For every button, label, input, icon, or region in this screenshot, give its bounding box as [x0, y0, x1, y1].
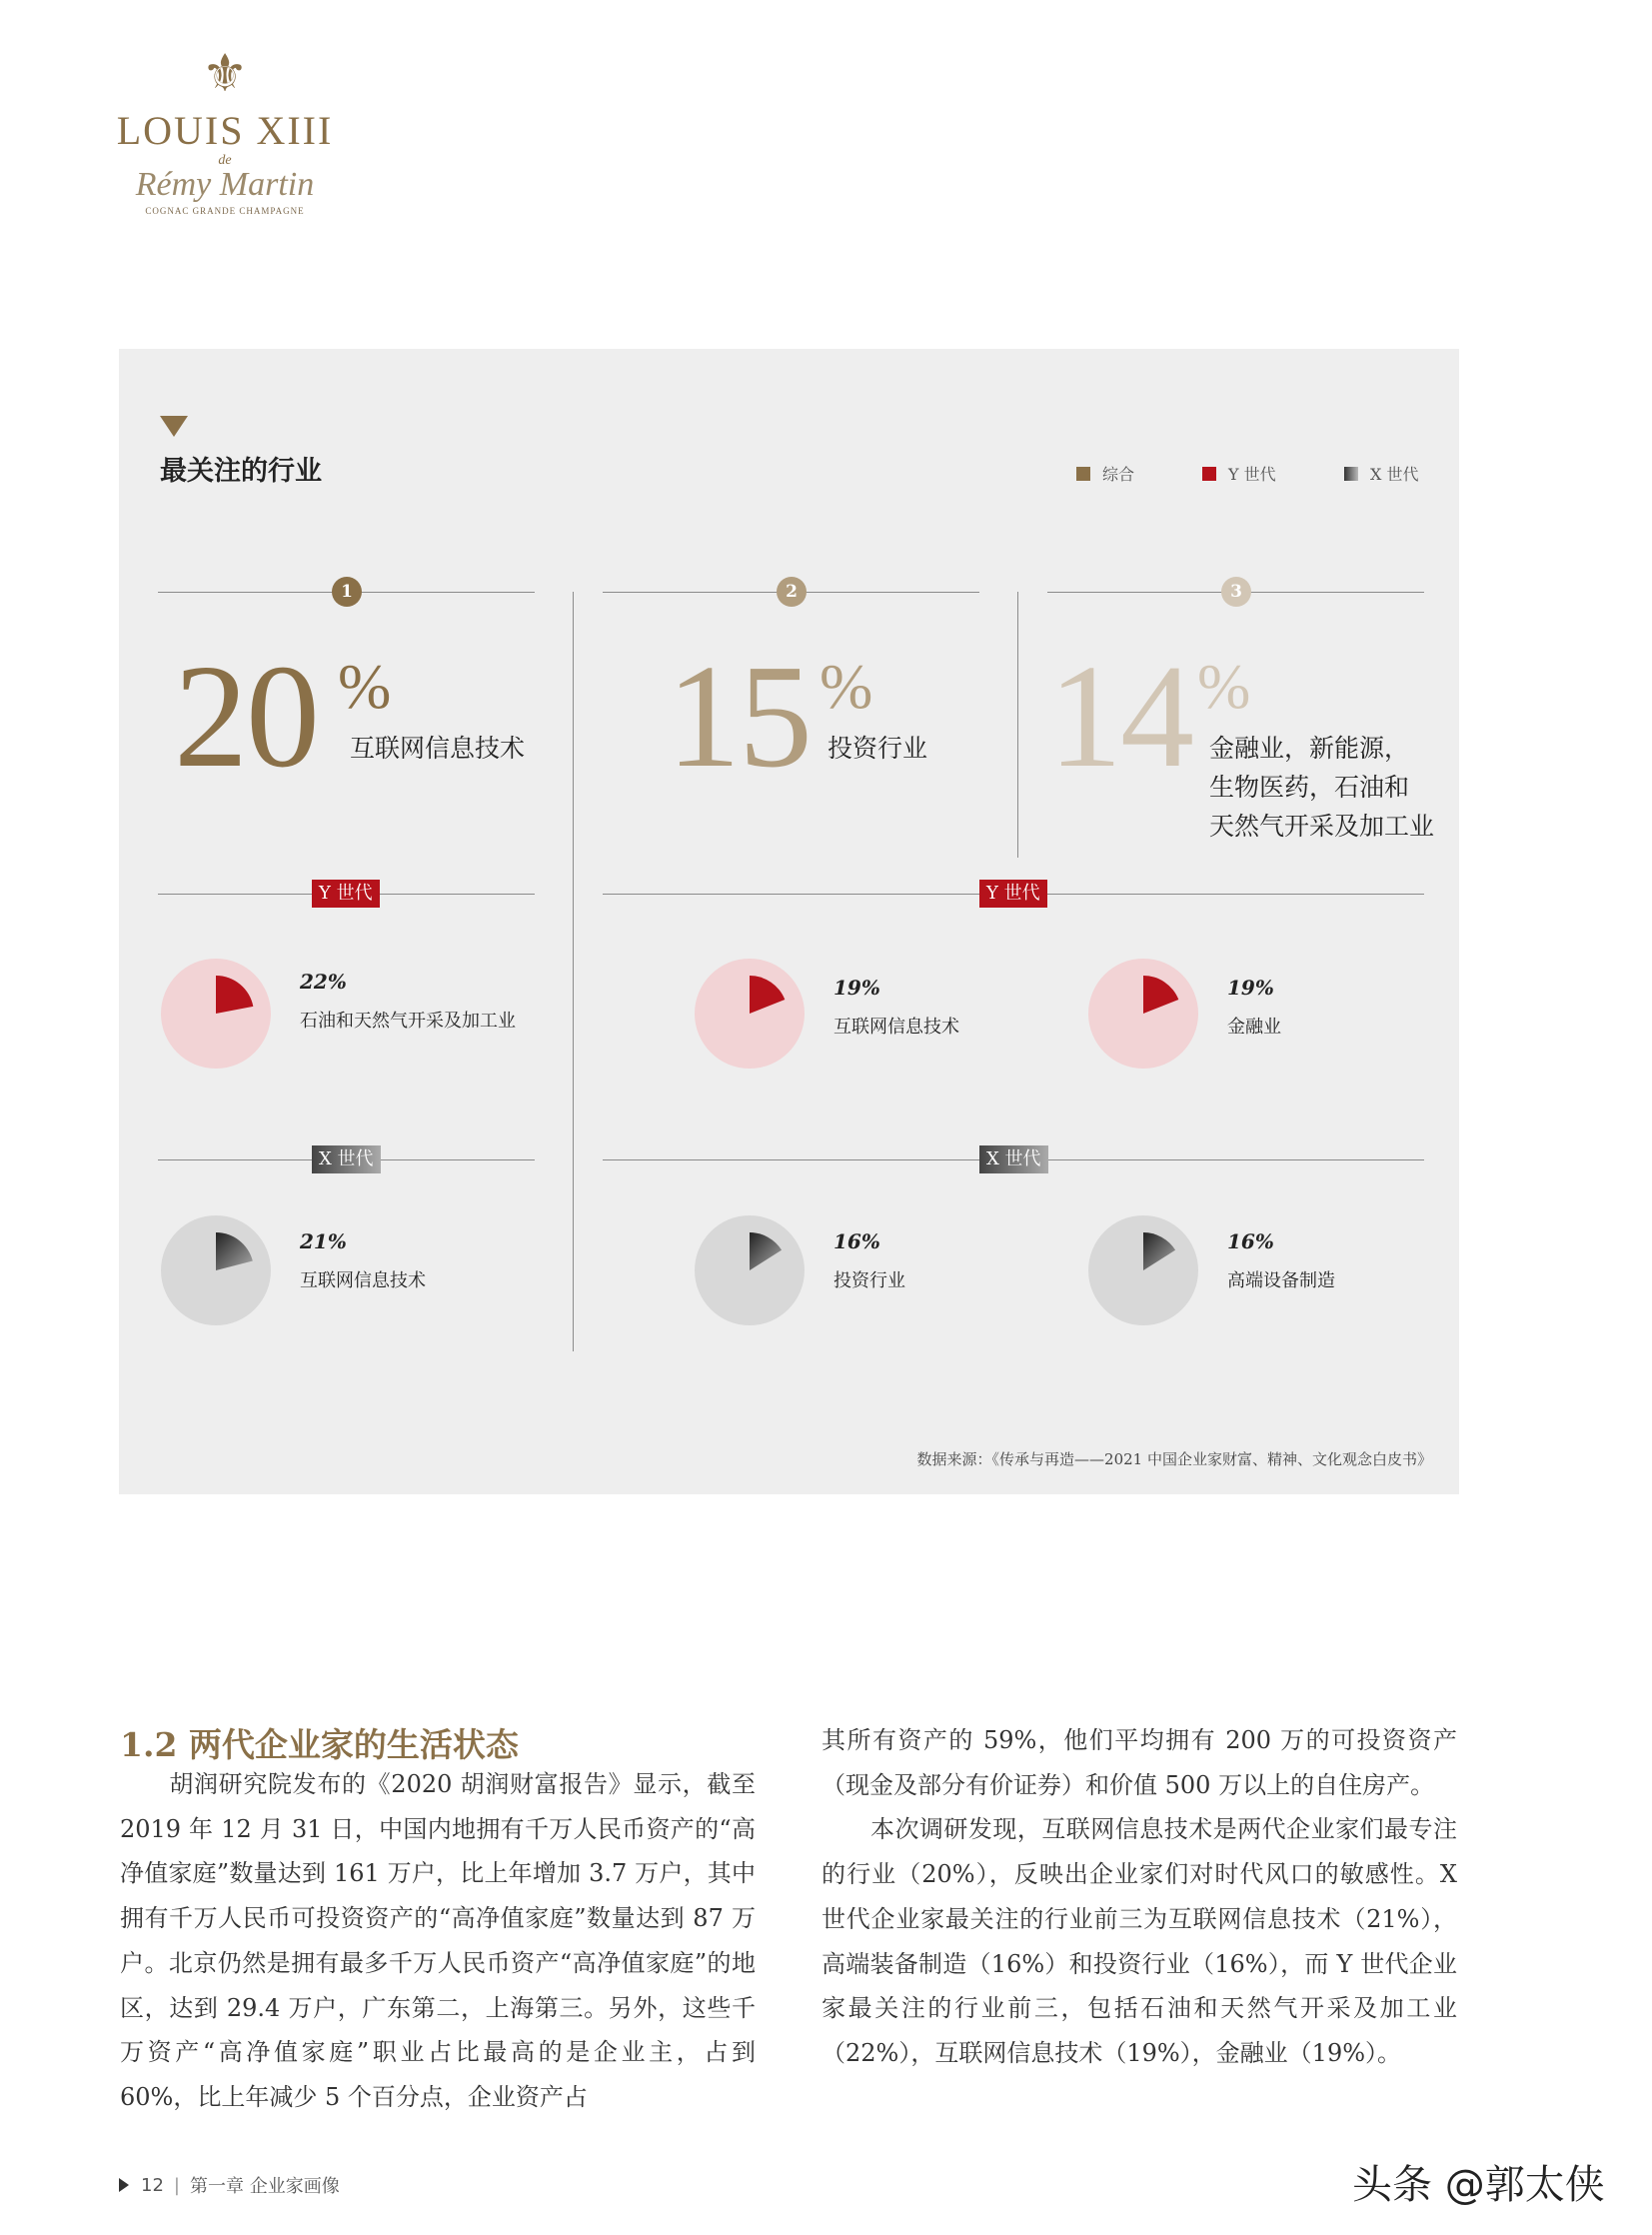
legend-label: Y 世代 — [1228, 465, 1276, 484]
y-gen-value-1: 22% — [300, 970, 347, 994]
top-value-2: 15 — [667, 635, 811, 799]
y-gen-value-2: 19% — [833, 976, 880, 1000]
brand-logo — [110, 44, 340, 216]
legend-item-x-gen — [1344, 462, 1418, 485]
x-gen-tag: X 世代 — [312, 1145, 381, 1173]
rank-badge-3: 3 — [1221, 577, 1251, 607]
fleur-de-lis-icon: ⚜ — [201, 44, 249, 104]
page-number: 12 — [141, 2174, 164, 2196]
chapter-title: 第一章 企业家画像 — [189, 2176, 340, 2197]
legend-swatch-icon — [1202, 467, 1216, 481]
legend-item-overall — [1076, 462, 1134, 485]
column-divider — [1017, 592, 1018, 858]
x-gen-label-2: 投资行业 — [833, 1270, 905, 1291]
legend-swatch-icon — [1076, 467, 1090, 481]
x-gen-label-1: 互联网信息技术 — [300, 1270, 426, 1291]
x-gen-pie-1 — [160, 1214, 272, 1326]
logo-subtitle: COGNAC GRANDE CHAMPAGNE — [145, 206, 305, 216]
percent-sign: % — [820, 651, 873, 722]
y-gen-tag: Y 世代 — [312, 880, 380, 908]
top-label-1: 互联网信息技术 — [350, 734, 526, 763]
paragraph: 其所有资产的 59%，他们平均拥有 200 万的可投资资产（现金及部分有价证券）和价值 500 万以上的自住房产。 — [822, 1726, 1457, 1799]
play-arrow-icon — [119, 2178, 129, 2192]
percent-sign: % — [1197, 651, 1251, 722]
y-gen-pie-3 — [1087, 958, 1199, 1070]
top-label-2: 投资行业 — [827, 734, 928, 763]
y-gen-pie-2 — [694, 958, 806, 1070]
article-left-column — [120, 1762, 756, 2120]
separator: | — [173, 2174, 180, 2196]
logo-de: de — [218, 153, 232, 168]
label-line: 金融业，新能源， — [1209, 734, 1410, 763]
x-gen-value-2: 16% — [833, 1229, 880, 1253]
watermark: 头条 @郭太侠 — [1352, 2162, 1605, 2208]
x-gen-tag: X 世代 — [979, 1145, 1048, 1173]
x-gen-pie-3 — [1087, 1214, 1199, 1326]
rank-badge-1: 1 — [332, 577, 362, 607]
page-footer — [119, 2172, 340, 2198]
x-gen-pie-2 — [694, 1214, 806, 1326]
percent-sign: % — [338, 651, 392, 722]
label-line: 生物医药，石油和 — [1209, 773, 1410, 802]
legend-item-y-gen — [1202, 462, 1276, 485]
legend-swatch-icon — [1344, 467, 1358, 481]
paragraph: 胡润研究院发布的《2020 胡润财富报告》显示，截至 2019 年 12 月 31 日，中国内地拥有千万人民币资产的“高净值家庭”数量达到 161 万户，比上年增加 3.7 万户，其中拥有千万人民币可投资资产的“高净值家庭”数量达到 87 万户。北京仍然是拥有最多千万人民币资产“高净值家庭”的地区，达到 29.4 万户，广东第二，上海第三。另外，这些千万资产“高净值家庭”职业占比最高的是企业主，占到 60%，比上年减少 5 个百分点，企业资产占 — [120, 1770, 756, 2111]
section-heading: 1.2 两代企业家的生活状态 — [120, 1725, 519, 1764]
x-gen-value-3: 16% — [1227, 1229, 1274, 1253]
top-value-1: 20 — [174, 635, 318, 799]
top-label-3 — [1209, 729, 1434, 846]
triangle-marker-icon — [160, 416, 188, 437]
column-divider — [573, 592, 574, 1351]
x-gen-label-3: 高端设备制造 — [1227, 1270, 1335, 1291]
logo-brand: LOUIS XIII — [116, 108, 334, 153]
legend-label: 综合 — [1102, 465, 1135, 484]
y-gen-label-3: 金融业 — [1227, 1017, 1281, 1038]
y-gen-pie-1 — [160, 958, 272, 1070]
data-source-note: 数据来源：《传承与再造——2021 中国企业家财富、精神、文化观念白皮书》 — [916, 1450, 1432, 1468]
logo-script: Rémy Martin — [135, 166, 315, 203]
y-gen-tag: Y 世代 — [979, 880, 1047, 908]
rank-badge-2: 2 — [777, 577, 807, 607]
y-gen-label-1: 石油和天然气开采及加工业 — [300, 1011, 516, 1032]
paragraph: 本次调研发现，互联网信息技术是两代企业家们最专注的行业（20%），反映出企业家们对时代风口的敏感性。X 世代企业家最关注的行业前三为互联网信息技术（21%），高端装备制造（16%）和投资行业（16%），而 Y 世代企业家最关注的行业前三，包括石油和天然气开采及加工业（22%），互联网信息技术（19%），金融业（19%）。 — [822, 1815, 1457, 2067]
top-value-3: 14 — [1048, 635, 1192, 799]
label-line: 天然气开采及加工业 — [1209, 812, 1435, 841]
panel-title: 最关注的行业 — [160, 456, 322, 487]
legend-label: X 世代 — [1370, 465, 1419, 484]
y-gen-value-3: 19% — [1227, 976, 1274, 1000]
y-gen-label-2: 互联网信息技术 — [833, 1017, 959, 1038]
x-gen-value-1: 21% — [300, 1229, 347, 1253]
article-right-column — [822, 1718, 1457, 2076]
